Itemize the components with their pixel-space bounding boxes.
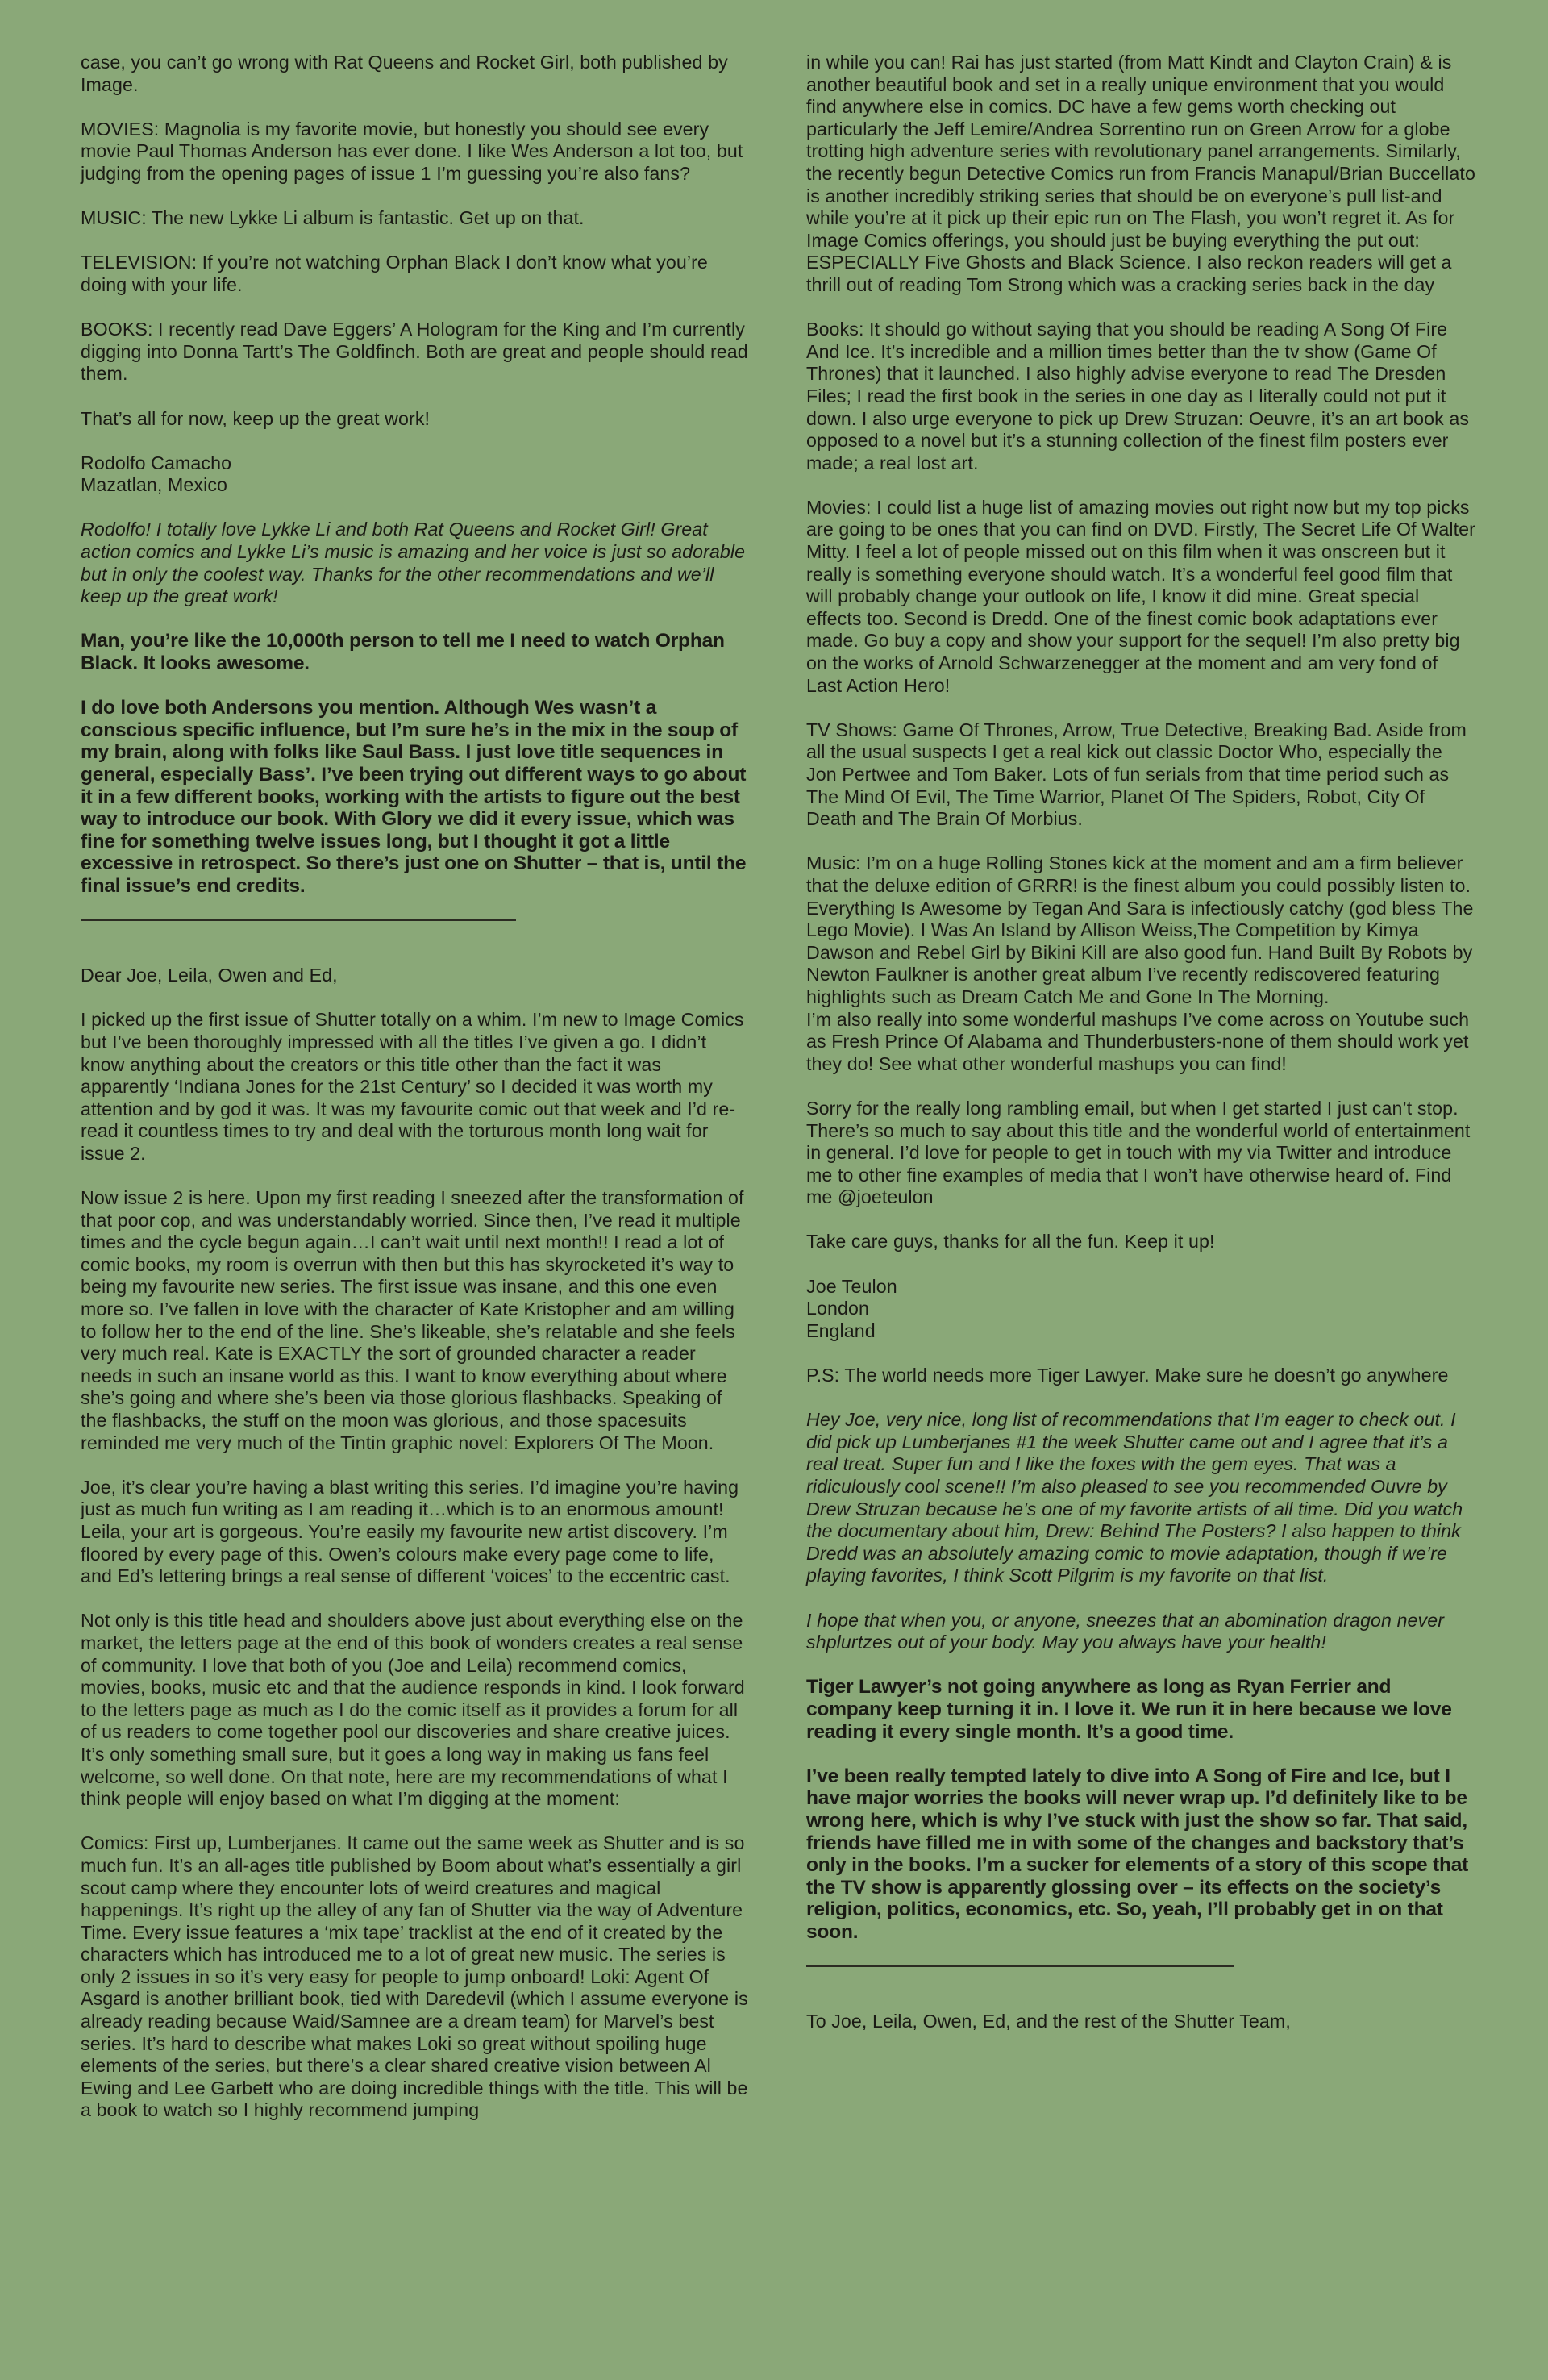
letter-paragraph: TELEVISION: If you’re not watching Orphan Black I don’t know what you’re doing with your life. [81, 252, 708, 295]
letter-paragraph: To Joe, Leila, Owen, Ed, and the rest of the Shutter Team, [806, 2011, 1291, 2032]
letter-paragraph: Music: I’m on a huge Rolling Stones kick at the moment and am a firm believer that the deluxe edition of GRRR! is the finest album you could possibly listen to. Everything Is Awesome by Tegan And Sara is infectiously catchy (god bless The Lego Movie). I Was An Island by Allison Weiss,The Competition by Kimya Dawson and Rebel Girl by Bikini Kill are also good fun. Hand Built By Robots by Newton Faulkner is another great album I’ve recently rediscovered featuring highlights such as Dream Catch Me and Gone In The Morning. I’m also really into some wonderful mashups I’ve come across on Youtube such as Fresh Prince Of Alabama and Thunderbusters-none of them should work yet they do! See what other wonderful mashups you can find! [806, 852, 1474, 1074]
letter-paragraph: Joe, it’s clear you’re having a blast writing this series. I’d imagine you’re having just as much fun writing as I am reading it…which is to an enormous amount! Leila, your art is gorgeous. You’re easily my favourite new artist discovery. I’m floored by every page of this. Owen’s colours make every page come to life, and Ed’s lettering brings a real sense of different ‘voices’ to the eccentric cast. [81, 1476, 739, 1587]
right-column [806, 52, 1475, 2055]
artist-reply-paragraph: I hope that when you, or anyone, sneezes that an abomination dragon never shplurtzes out of your body. May you always have your health! [806, 1609, 1445, 1653]
letter-paragraph: case, you can’t go wrong with Rat Queens and Rocket Girl, both published by Image. [81, 52, 728, 95]
letter-paragraph: TV Shows: Game Of Thrones, Arrow, True Detective, Breaking Bad. Aside from all the usual suspects I get a real kick out classic Doctor Who, especially the Jon Pertwee and Tom Baker. Lots of fun serials from that time period such as The Mind Of Evil, The Time Warrior, Planet Of The Spiders, Robot, City Of Death and The Brain Of Morbius. [806, 719, 1467, 830]
letter-paragraph: Movies: I could list a huge list of amazing movies out right now but my top picks are going to be ones that you can find on DVD. Firstly, The Secret Life Of Walter Mitty. I feel a lot of people missed out on this film when it was onscreen but it really is something everyone should watch. It’s a wonderful feel good film that will probably change your outlook on life, I know it did mine. Great special effects too. Second is Dredd. One of the finest comic book adaptations ever made. Go buy a copy and show your support for the sequel! I’m also pretty big on the works of Arnold Schwarzenegger at the moment and am very fond of Last Action Hero! [806, 496, 1475, 696]
letter-paragraph: Now issue 2 is here. Upon my first reading I sneezed after the transformation of that poor cop, and was understandably worried. Since then, I’ve read it multiple times and the cycle begun again…I can’t wait until next month!! I read a lot of comic books, my room is overrun with then but this has skyrocketed it’s way to being my favourite new series. The first issue was insane, and this one even more so. I’ve fallen in love with the character of Kate Kristopher and am willing to follow her to the end of the line. She’s likeable, she’s relatable and she feels very much real. Kate is EXACTLY the sort of grounded character a reader needs in such an insane world as this. I want to know everything about where she’s going and where she’s been via those glorious flashbacks. Speaking of the flashbacks, the stuff on the moon was glorious, and those spacesuits reminded me very much of the Tintin graphic novel: Explorers Of The Moon. [81, 1187, 744, 1453]
letter-signature: Joe Teulon London England [806, 1275, 897, 1341]
letter-paragraph: MOVIES: Magnolia is my favorite movie, but honestly you should see every movie Paul Thomas Anderson has ever done. I like Wes Anderson a lot too, but judging from the opening pages of issue 1 I’m guessing you’re also fans? [81, 118, 743, 184]
left-column [81, 52, 750, 2145]
writer-reply-paragraph: I do love both Andersons you mention. Although Wes wasn’t a conscious specific influence, but I’m sure he’s in the mix in the soup of my brain, along with folks like Saul Bass. I just love title sequences in general, especially Bass’. I’ve been trying out different ways to go about it in a few different books, working with the artists to figure out the best way to introduce our book. With Glory we did it every issue, which was fine for something twelve issues long, but I thought it got a little excessive in retrospect. So there’s just one on Shutter – that is, until the final issue’s end credits. [81, 697, 747, 897]
letter-paragraph: I picked up the first issue of Shutter totally on a whim. I’m new to Image Comics but I’ve been thoroughly impressed with all the titles I’ve given a go. I didn’t know anything about the creators or this title other than the fact it was apparently ‘Indiana Jones for the 21st Century’ so I decided it was worth my attention and by god it was. It was my favourite comic out that week and I’d re-read it countless times to try and deal with the torturous month long wait for issue 2. [81, 1009, 744, 1164]
letter-paragraph: BOOKS: I recently read Dave Eggers’ A Hologram for the King and I’m currently digging into Donna Tartt’s The Goldfinch. Both are great and people should read them. [81, 319, 748, 385]
letter-paragraph: Sorry for the really long rambling email, but when I get started I just can’t stop. There’s so much to say about this title and the wonderful world of entertainment in general. I’d love for people to get in touch with my via Twitter and introduce me to other fine examples of media that I won’t have otherwise heard of. Find me @joeteulon [806, 1097, 1471, 1208]
writer-reply-paragraph: Man, you’re like the 10,000th person to tell me I need to watch Orphan Black. It looks awesome. [81, 630, 725, 675]
letter-paragraph: Dear Joe, Leila, Owen and Ed, [81, 965, 338, 986]
letter-signature: Rodolfo Camacho Mazatlan, Mexico [81, 452, 232, 496]
writer-reply-paragraph: I’ve been really tempted lately to dive into A Song of Fire and Ice, but I have major worries the books will never wrap up. I’d definitely like to be wrong here, which is why I’ve stuck with just the show so far. That said, friends have filled me in with some of the changes and backstory that’s only in the books. I’m a sucker for elements of a story of this scope that the TV show is apparently glossing over – its effects on the society’s religion, politics, economics, etc. So, yeah, I’ll probably get in on that soon. [806, 1765, 1469, 1943]
artist-reply-paragraph: Rodolfo! I totally love Lykke Li and both Rat Queens and Rocket Girl! Great action comics and Lykke Li’s music is amazing and her voice is just so adorable but in only the coolest way. Thanks for the other recommendations and we’ll keep up the great work! [81, 519, 746, 607]
letter-paragraph: Comics: First up, Lumberjanes. It came out the same week as Shutter and is so much fun. It’s an all-ages title published by Boom about what’s essentially a girl scout camp where they encounter lots of weird creatures and magical happenings. It’s right up the alley of any fan of Shutter via the way of Adventure Time. Every issue features a ‘mix tape’ tracklist at the end of it created by the characters which has introduced me to a lot of great new music. The series is only 2 issues in so it’s very easy for people to jump onboard! Loki: Agent Of Asgard is another brilliant book, tied with Daredevil (which I assume everyone is already reading because Waid/Samnee are a dream team) for Marvel’s best series. It’s hard to describe what makes Loki so great without spoiling huge elements of the series, but there’s a clear shared creative vision between Al Ewing and Lee Garbett who are doing incredible things with the title. This will be a book to watch so I highly recommend jumping [81, 1832, 748, 2121]
writer-reply-paragraph: Tiger Lawyer’s not going anywhere as long as Ryan Ferrier and company keep turning it in. I love it. We run it in here because we love reading it every single month. It’s a good time. [806, 1676, 1452, 1743]
letter-paragraph: Books: It should go without saying that you should be reading A Song Of Fire And Ice. It’s incredible and a million times better than the tv show (Game Of Thrones) that it launched. I also highly advise everyone to read The Dresden Files; I read the first book in the series in one day as I literally could not put it down. I also urge everyone to pick up Drew Struzan: Oeuvre, it’s an art book as opposed to a novel but it’s a stunning collection of the finest film posters ever made; a real lost art. [806, 319, 1470, 473]
section-divider [81, 919, 516, 921]
letter-paragraph: Take care guys, thanks for all the fun. Keep it up! [806, 1231, 1215, 1253]
letter-paragraph: in while you can! Rai has just started (from Matt Kindt and Clayton Crain) & is another beautiful book and set in a really unique environment that you would find anywhere else in comics. DC have a few gems worth checking out particularly the Jeff Lemire/Andrea Sorrentino run on Green Arrow for a globe trotting high adventure series with revolutionary panel arrangements. Similarly, the recently begun Detective Comics run from Francis Manapul/Brian Buccellato is another incredibly striking series that should be on everyone’s pull list-and while you’re at it pick up their epic run on The Flash, you won’t regret it. As for Image Comics offerings, you should just be buying everything the put out: ESPECIALLY Five Ghosts and Black Science. I also reckon readers will get a thrill out of reading Tom Strong which was a cracking series back in the day [806, 52, 1475, 295]
letter-paragraph: P.S: The world needs more Tiger Lawyer. Make sure he doesn’t go anywhere [806, 1365, 1449, 1386]
letter-paragraph: Not only is this title head and shoulders above just about everything else on the market, the letters page at the end of this book of wonders creates a real sense of community. I love that both of you (Joe and Leila) recommend comics, movies, books, music etc and that the audience responds in kind. I look forward to the letters page as much as I do the comic itself as it provides a forum for all of us readers to come together pool our discoveries and share creative juices. It’s only something small sure, but it goes a long way in making us fans feel welcome, so well done. On that note, here are my recommendations of what I think people will enjoy based on what I’m digging at the moment: [81, 1610, 745, 1810]
letter-paragraph: That’s all for now, keep up the great work! [81, 407, 431, 429]
section-divider [806, 1965, 1234, 1967]
letter-paragraph: MUSIC: The new Lykke Li album is fantastic. Get up on that. [81, 207, 585, 229]
artist-reply-paragraph: Hey Joe, very nice, long list of recommendations that I’m eager to check out. I did pick up Lumberjanes #1 the week Shutter came out and I agree that it’s a real treat. Super fun and I like the foxes with the gem eyes. That was a ridiculously cool scene!! I’m also pleased to see you recommended Ouvre by Drew Struzan because he’s one of my favorite artists of all time. Did you watch the documentary about him, Drew: Behind The Posters? I also happen to think Dredd was an absolutely amazing comic to movie adaptation, though if we’re playing favorites, I think Scott Pilgrim is my favorite on that list. [806, 1409, 1463, 1586]
